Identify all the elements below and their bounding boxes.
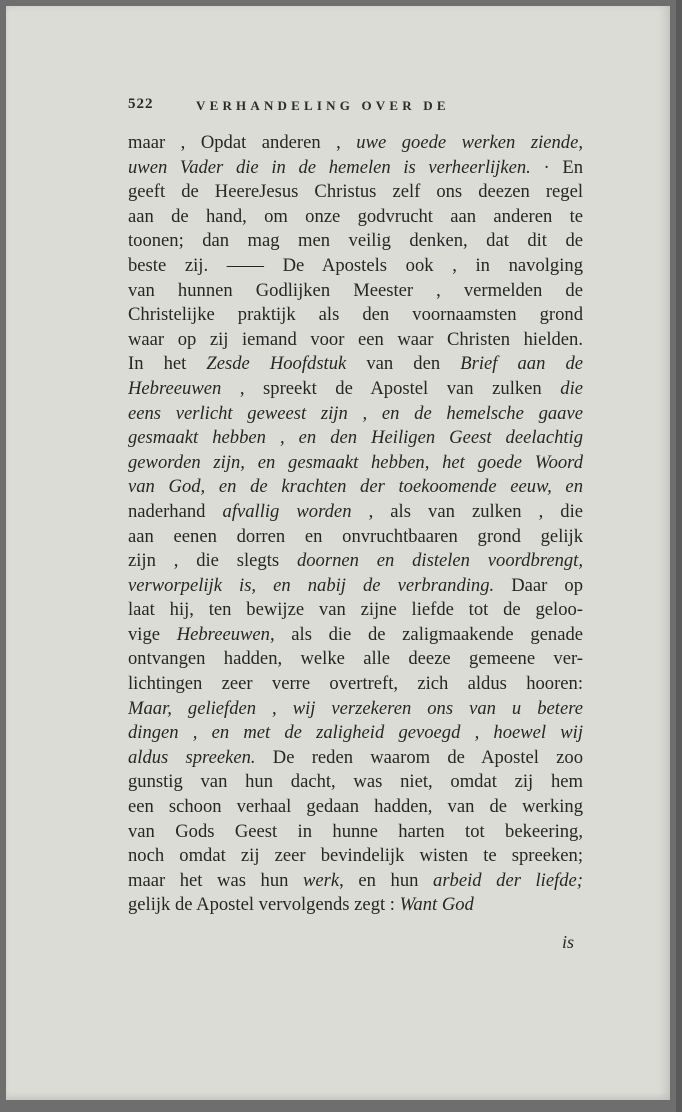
text-run: lichtingen zeer verre overtreft, zich aldus hooren: (128, 673, 583, 695)
italic-text: uwen Vader die in de hemelen is verheerlijken. (128, 156, 531, 178)
text-line (128, 254, 583, 279)
text-run: maar het was hun (128, 869, 304, 891)
text-line (128, 500, 583, 525)
text-run: , spreekt de Apostel van zulken (221, 377, 561, 399)
text-run: geeft de HeereJesus Christus zelf ons deezen regel (128, 181, 583, 203)
italic-text: Want God (399, 894, 474, 916)
text-run: een schoon verhaal gedaan hadden, van de werking (128, 796, 583, 818)
italic-text: dingen , en met de zaligheid gevoegd , hoewel wij (128, 722, 583, 744)
italic-text: uwe goede werken ziende, (356, 132, 583, 153)
text-line (128, 426, 583, 451)
text-run: toonen; dan mag men veilig denken, dat dit de (128, 230, 583, 252)
text-run: vige (128, 623, 177, 645)
text-line (128, 746, 583, 771)
text-run: van Gods Geest in hunne harten tot bekeering, (128, 820, 583, 842)
text-line (128, 156, 583, 181)
italic-text: Zesde Hoofdstuk (206, 353, 347, 375)
italic-text: Brief aan de (460, 353, 583, 375)
text-run: naderhand (128, 500, 223, 522)
text-run: Christelijke praktijk als den voornaamsten grond (128, 304, 583, 326)
italic-text: eens verlicht geweest zijn , en de hemelsche gaave (128, 402, 583, 424)
text-run: laat hij, ten bewijze van zijne liefde tot de geloo- (128, 599, 583, 621)
text-run: ontvangen hadden, welke alle deeze gemeene ver- (128, 648, 583, 670)
text-run: , als die de zaligmaakende genade (269, 623, 583, 645)
text-line (128, 279, 583, 304)
italic-text: verworpelijk is, en nabij de verbranding. (128, 574, 495, 596)
page-header (128, 96, 588, 118)
text-line (128, 402, 583, 427)
text-line (128, 770, 583, 795)
text-line (128, 697, 583, 722)
text-line (128, 303, 583, 328)
text-run: , en hun (339, 869, 434, 891)
text-line (128, 352, 583, 377)
body-text (128, 131, 583, 918)
text-line (128, 525, 583, 550)
italic-text: geworden zijn, en gesmaakt hebben, het goede Woord (128, 451, 583, 473)
text-run: gunstig van hun dacht, was niet, omdat zij hem (128, 771, 583, 793)
text-run: van den (346, 353, 461, 375)
text-run: noch omdat zij zeer bevindelijk wisten te spreeken; (128, 845, 583, 867)
text-line (128, 180, 583, 205)
text-run: Daar op (494, 574, 583, 596)
text-line (128, 328, 583, 353)
text-line (128, 844, 583, 869)
text-line (128, 549, 583, 574)
text-line (128, 893, 583, 918)
italic-text: aldus spreeken. (128, 746, 256, 768)
italic-text: arbeid der liefde; (433, 869, 583, 891)
text-line (128, 721, 583, 746)
text-line (128, 377, 583, 402)
text-line (128, 475, 583, 500)
text-run: van hunnen Godlijken Meester , vermelden de (128, 279, 583, 301)
text-line (128, 205, 583, 230)
italic-text: afvallig worden (222, 500, 352, 522)
text-line (128, 451, 583, 476)
running-title: VERHANDELING OVER DE (196, 98, 450, 113)
text-line (128, 869, 583, 894)
text-line (128, 131, 583, 156)
text-run: In het (128, 353, 207, 375)
text-line (128, 229, 583, 254)
text-line (128, 820, 583, 845)
text-run: De reden waarom de Apostel zoo (255, 746, 583, 768)
italic-text: Hebreeuwen (128, 377, 222, 399)
text-run: aan eenen dorren en onvruchtbaaren grond gelijk (128, 525, 583, 547)
text-run: aan de hand, om onze godvrucht aan anderen te (128, 205, 583, 227)
text-line (128, 623, 583, 648)
text-run: zijn , die slegts (128, 550, 297, 572)
italic-text: doornen en distelen voordbrengt, (296, 550, 583, 572)
italic-text: die (560, 377, 583, 399)
italic-text: werk (303, 869, 340, 891)
text-line (128, 795, 583, 820)
italic-text: gesmaakt hebben , en den Heiligen Geest deelachtig (128, 427, 583, 449)
text-line (128, 672, 583, 697)
text-run: beste zij. —— De Apostels ook , in navolging (128, 254, 583, 276)
page-number: 522 (128, 96, 154, 112)
text-line (128, 647, 583, 672)
page-edge-shadow (676, 0, 682, 1112)
text-run: waar op zij iemand voor een waar Christen hielden. (128, 328, 583, 350)
book-page (6, 6, 670, 1100)
text-line (128, 598, 583, 623)
italic-text: Hebreeuwen (176, 623, 270, 645)
text-run: maar , Opdat anderen , (128, 132, 357, 153)
text-run: · En (530, 156, 583, 178)
catchword: is (562, 932, 575, 952)
italic-text: Maar, geliefden , wij verzekeren ons van u betere (128, 697, 583, 719)
text-run: , als van zulken , die (351, 500, 583, 522)
text-line (128, 574, 583, 599)
italic-text: van God, en de krachten der toekoomende eeuw, en (128, 476, 583, 498)
text-run: gelijk de Apostel vervolgends zegt : (128, 894, 400, 916)
